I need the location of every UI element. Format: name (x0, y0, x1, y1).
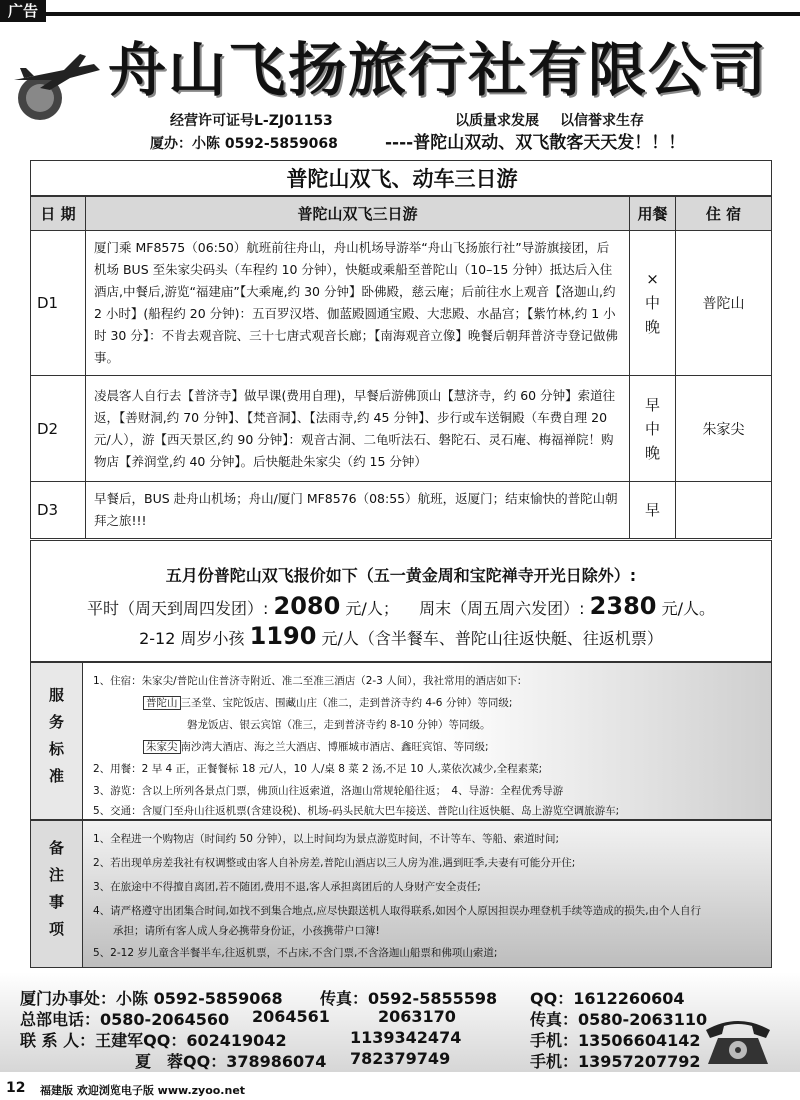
contact-mobile-1: 13506604142 (578, 1031, 701, 1050)
airplane-logo-icon (10, 42, 102, 124)
page-number: 12 (6, 1080, 26, 1096)
xiamen-office-phone: 小陈 0592-5859068 (116, 989, 283, 1008)
fax-label: 传真： (530, 1010, 579, 1029)
mobile-label: 手机： (530, 1052, 579, 1071)
contact-qq-2b: 782379749 (350, 1049, 451, 1068)
xiamen-contact: 厦办：小陈 0592-5859068 (150, 136, 338, 152)
service-line: 1、住宿：朱家尖/普陀山住普济寺附近、准二至准三酒店（2-3 人间），我社常用的酒店如下: (93, 675, 521, 687)
page-title: 普陀山双飞、动车三日游 (286, 167, 518, 191)
hq-fax: 0580-2063110 (578, 1010, 708, 1029)
slogan-1: 以质量求发展 (455, 113, 539, 129)
xiamen-office-label: 厦门办事处： (20, 989, 117, 1008)
ad-label: 广告 (0, 0, 46, 22)
xiamen-qq: 1612260604 (573, 989, 685, 1008)
hotel-cell (676, 482, 772, 539)
meal: × (646, 270, 659, 288)
table-row (31, 482, 772, 539)
pricing-adult-line (31, 592, 771, 620)
service-line: 2、用餐：2 早 4 正，正餐餐标 18 元/人，10 人/桌 8 菜 2 汤,不足 10 人,菜依次减少,全程素菜; (93, 763, 543, 775)
pricing-box (30, 540, 772, 662)
xiamen-office-row (20, 986, 283, 1009)
zhujia-tag: 朱家尖 (143, 740, 181, 754)
notes-label-cell (31, 821, 83, 967)
note-line: 5、2-12 岁儿童含半餐半车,往返机票，不占床,不含门票,不含洛迦山船票和佛项山索道; (93, 947, 498, 959)
weekday-label: 平时（周天到周四发团）: (87, 599, 269, 618)
hq-phone-3: 2063170 (378, 1007, 456, 1026)
header-itinerary: 普陀山双飞三日游 (86, 197, 630, 231)
hq-phone-label: 总部电话： (20, 1010, 101, 1029)
pricing-heading: 五月份普陀山双飞报价如下（五一黄金周和宝陀禅寺开光日除外）: (165, 566, 637, 585)
note-line: 承担；请所有客人成人身必携带身份证，小孩携带户口簿! (113, 925, 380, 937)
note-line: 1、全程进一个购物店（时间约 50 分钟），以上时间均为景点游览时间，不计等车、等船、索道时间; (93, 833, 560, 845)
weekend-price: 2380 (589, 592, 657, 620)
slogan-2: 以信誉求生存 (560, 113, 644, 129)
table-row (31, 376, 772, 482)
top-divider (46, 12, 800, 16)
meal: 早 (644, 501, 660, 519)
meals-cell (630, 231, 676, 376)
contact-mobile-row-1 (530, 1028, 700, 1051)
meal: 中 (644, 294, 660, 312)
putuo-tag: 普陀山 (143, 696, 181, 710)
contact-qq-1: 602419042 (186, 1031, 287, 1050)
day-label: D1 (31, 231, 86, 376)
page-bottom-strip (0, 1076, 800, 1100)
license-number: 经营许可证号L-ZJ01153 (170, 113, 333, 129)
service-line: 3、游览：含以上所列各景点门票，佛顶山往返索道，洛迦山常规轮船往返； 4、导游：全程优秀导游 (93, 785, 564, 797)
day-label: D2 (31, 376, 86, 482)
putuo-hotels-2: 磐龙饭店、银云宾馆（准三，走到普济寺约 8-10 分钟）等同级。 (187, 719, 491, 731)
child-label: 2-12 周岁小孩 (139, 629, 245, 648)
xiamen-qq-row (530, 986, 685, 1009)
weekend-label: 周末（周五周六发团）: (419, 599, 585, 618)
edition-text: 福建版 欢迎浏览电子版 www.zyoo.net (40, 1084, 246, 1097)
hq-phone-2: 2064561 (252, 1007, 330, 1026)
contact-name-1: 王建军QQ： (95, 1031, 187, 1050)
contact-mobile-row-2 (530, 1049, 700, 1072)
meal: 晚 (644, 318, 660, 336)
xiamen-fax: 0592-5855598 (368, 989, 498, 1008)
service-label: 服务标准 (47, 687, 65, 795)
contact-mobile-2: 13957207792 (578, 1052, 701, 1071)
zhujia-hotels (143, 739, 489, 754)
meals-cell (630, 482, 676, 539)
meals-cell (630, 376, 676, 482)
pricing-child-line (31, 622, 771, 650)
header-hotel: 住 宿 (676, 197, 772, 231)
notes-section (30, 820, 772, 968)
contact-label: 联 系 人： (20, 1031, 96, 1050)
weekday-price: 2080 (273, 592, 341, 620)
zhujia-hotels-text: 南沙湾大酒店、海之兰大酒店、博雁城市酒店、鑫旺宾馆、等同级; (180, 741, 489, 753)
meal: 早 (644, 395, 660, 414)
mobile-label: 手机： (530, 1031, 579, 1050)
hq-phone-1: 0580-2064560 (100, 1010, 230, 1029)
service-label-cell (31, 663, 83, 819)
contact-qq-1b: 1139342474 (350, 1028, 462, 1047)
title-box (30, 160, 772, 196)
putuo-hotels-text: 三圣堂、宝陀饭店、围藏山庄（准二，走到普济寺约 4-6 分钟）等同级; (180, 697, 513, 709)
contact-name-2: 夏 蓉QQ： (135, 1052, 227, 1071)
hotel-cell: 朱家尖 (676, 376, 772, 482)
child-price: 1190 (249, 622, 317, 650)
header-meals: 用餐 (630, 197, 676, 231)
contact-row-2 (135, 1049, 326, 1072)
telephone-icon (700, 1012, 776, 1068)
note-line: 3、在旅途中不得擅自离团,若不随团,费用不退,客人承担离团后的人身财产安全责任; (93, 881, 481, 893)
itinerary-table (30, 196, 772, 539)
child-suffix: 元/人（含半餐车、普陀山往返快艇、往返机票） (321, 629, 663, 648)
notes-label: 备注事项 (47, 840, 65, 948)
table-row (31, 231, 772, 376)
hq-fax-row (530, 1007, 707, 1030)
day-description: 凌晨客人自行去【普济寺】做早课(费用自理)，早餐后游佛顶山【慧济寺，约 60 分钟】索道往返，【善财洞,约 70 分钟】、【梵音洞】、【法雨寺,约 45 分钟】、步行或车送铜殿（车费自理 20 元/人），游【西天景区,约 90 分钟】：观音古洞、二龟听法石、磐陀石、灵石庵、梅福禅院！购物店【养润堂,约 40 分钟】。后快艇赴朱家尖（约 15 分钟） (86, 376, 630, 482)
day-description: 厦门乘 MF8575（06:50）航班前往舟山，舟山机场导游举“舟山飞扬旅行社”导游旗接团，后机场 BUS 至朱家尖码头（车程约 10 分钟），快艇或乘船至普陀山（10–15 分钟）抵达后入住酒店,中餐后,游览“福建庙”【大乘庵,约 30 分钟】卧佛殿，慈云庵；后前往水上观音【洛迦山,约 2 小时】(船程约 20 分钟)：五百罗汉塔、伽蓝殿圆通宝殿、大悲殿、水晶宫；【紫竹林,约 1 小时 30 分】：不肯去观音院、三十七唐式观音长廊；【南海观音立像】晚餐后朝拜普济寺登记做佛事。 (86, 231, 630, 376)
contact-row-1 (20, 1028, 287, 1051)
qq-label: QQ： (530, 989, 574, 1008)
service-line: 5、交通：含厦门至舟山往返机票(含建设税)、机场-码头民航大巴车接送、普陀山往返快艇、岛上游览空调旅游车; (93, 805, 620, 817)
day-label: D3 (31, 482, 86, 539)
contact-qq-2: 378986074 (226, 1052, 327, 1071)
service-standards (30, 662, 772, 820)
company-name: 舟山飞扬旅行社有限公司 (108, 36, 769, 104)
header-date: 日 期 (31, 197, 86, 231)
note-line: 4、请严格遵守出团集合时间,如找不到集合地点,应尽快跟送机人取得联系,如因个人原因担误办理登机手续等造成的损失,由个人自行 (93, 905, 702, 917)
tagline: ----普陀山双动、双飞散客天天发！！！ (385, 133, 686, 153)
meal: 晚 (644, 443, 660, 462)
price-unit-end: 元/人。 (661, 599, 715, 618)
fax-label: 传真： (320, 989, 369, 1008)
price-unit: 元/人； (345, 599, 399, 618)
putuo-hotels-1 (143, 695, 512, 710)
table-header-row (31, 197, 772, 231)
xiamen-fax-row (320, 986, 497, 1009)
hotel-cell: 普陀山 (676, 231, 772, 376)
footer-contacts (0, 972, 800, 1072)
day-description: 早餐后，BUS 赴舟山机场；舟山/厦门 MF8576（08:55）航班，返厦门；结束愉快的普陀山朝拜之旅!!! (86, 482, 630, 539)
hq-phone-row (20, 1007, 229, 1030)
meal: 中 (644, 419, 660, 438)
note-line: 2、若出现单房差我社有权调整或由客人自补房差,普陀山酒店以三人房为准,遇到旺季,夫妻有可能分开住; (93, 857, 576, 869)
